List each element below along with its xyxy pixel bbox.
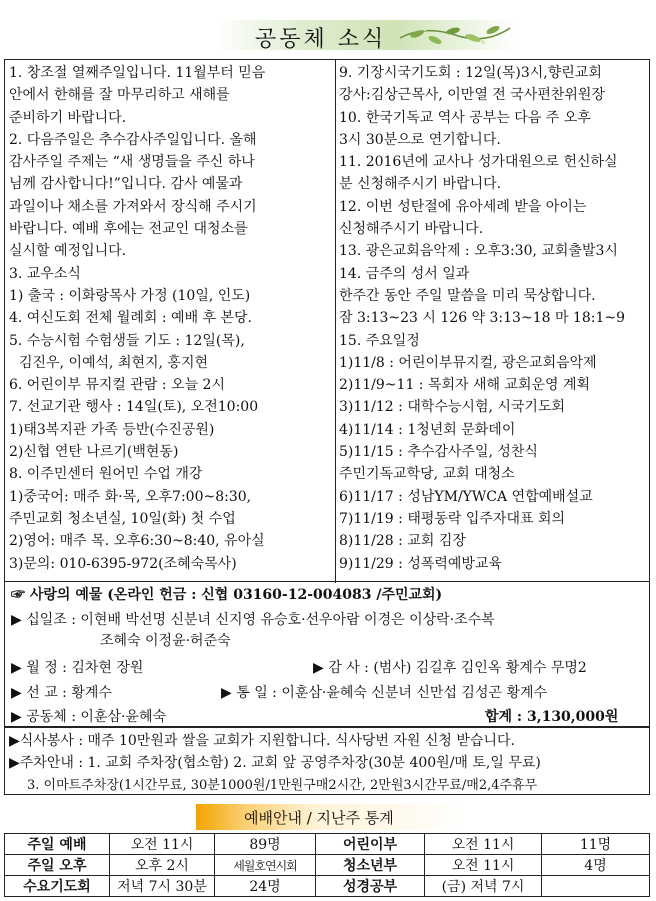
- news-line: 14. 금주의 성서 일과: [339, 265, 470, 282]
- news-line: 10. 한국기독교 역사 공부는 다음 주 오후: [339, 109, 591, 126]
- news-line: 12. 이번 성탄절에 유아세례 받을 아이는: [339, 198, 587, 215]
- news-box: [4, 59, 650, 582]
- leaf-decoration-icon: [395, 20, 515, 50]
- news-line: 주민기독교학당, 교회 대청소: [339, 466, 515, 483]
- offering-tithe-cont: 조혜숙 이정윤·허준숙: [100, 633, 231, 649]
- news-line: 강사:김상근목사, 이만열 전 국사편찬위원장: [339, 87, 605, 104]
- news-line: 2)신협 연탄 나르기(백현동): [9, 444, 179, 461]
- table-cell: 11명: [542, 834, 650, 855]
- newsletter-header: [215, 14, 515, 54]
- table-cell: 성경공부: [316, 876, 425, 897]
- table-cell: 24명: [215, 876, 316, 897]
- notice-section: [4, 727, 650, 795]
- news-line: 11. 2016년에 교사나 성가대원으로 헌신하실: [339, 154, 618, 171]
- news-line: 분 신청해주시기 바랍니다.: [339, 176, 502, 193]
- news-line: 1)태3복지관 가족 등반(수진공원): [9, 421, 215, 438]
- meal-service-notice: ▶식사봉사 : 매주 10만원과 쌀을 교회가 지원합니다. 식사당번 자원 신청 받습니다.: [9, 733, 515, 749]
- news-line: 과일이나 채소를 가져와서 장식해 주시기: [9, 198, 257, 215]
- news-line: 1. 창조절 열째주일입니다. 11월부터 믿음: [9, 65, 266, 81]
- offering-thanks: ▶ 감 사 : (범사) 김길후 김인옥 황계수 무명2: [313, 660, 587, 676]
- table-cell: 4명: [542, 855, 650, 876]
- table-row: [5, 855, 650, 876]
- offering-section: [4, 582, 650, 727]
- news-line: 5)11/15 : 추수감사주일, 성찬식: [339, 444, 538, 461]
- news-line: 주민교회 청소년실, 10일(화) 첫 수업: [9, 510, 236, 527]
- news-line: 안에서 한해를 잘 마무리하고 새해를: [9, 87, 230, 104]
- news-line: 잠 3:13~23 시 126 약 3:13~18 마 18:1~9: [339, 310, 626, 327]
- table-cell: 세월호연시회: [215, 855, 316, 876]
- worship-heading: 예배안내 / 지난주 통계: [244, 809, 394, 827]
- table-cell: 오전 11시: [425, 834, 542, 855]
- column-divider: [335, 60, 336, 583]
- news-line: 2)11/9~11 : 목회자 새해 교회운영 계획: [339, 377, 591, 394]
- offering-monthly: ▶ 월 정 : 김차현 장원: [11, 660, 144, 676]
- offering-heading: ☞ 사랑의 예물 (온라인 헌금 : 신협 03160-12-004083 /주민교회): [11, 587, 443, 603]
- parking-notice: ▶주차안내 : 1. 교회 주차장(협소함) 2. 교회 앞 공영주차장(30분 400원/매 토,일 무료): [9, 755, 541, 771]
- news-line: 신청해주시기 바랍니다.: [339, 221, 484, 238]
- news-line: 6. 어린이부 뮤지컬 관람 : 오늘 2시: [9, 377, 225, 394]
- table-cell: 오전 11시: [425, 855, 542, 876]
- news-line: 2. 다음주일은 추수감사주일입니다. 올해: [9, 131, 257, 148]
- table-cell: 어린이부: [316, 834, 425, 855]
- news-line: 3)11/12 : 대학수능시험, 시국기도회: [339, 399, 565, 416]
- news-line: 9. 기장시국기도회 : 12일(목)3시,향린교회: [339, 65, 602, 81]
- table-cell: 저녁 7시 30분: [110, 876, 215, 897]
- table-cell: 오후 2시: [110, 855, 215, 876]
- parking-notice-cont: 3. 이마트주차장(1시간무료, 30분1000원/1만원구매2시간, 2만원3시간무료/매2,4주휴무: [27, 778, 538, 793]
- news-line: 준비하기 바랍니다.: [9, 109, 127, 126]
- worship-header: [196, 802, 466, 830]
- table-row: [5, 876, 650, 897]
- table-row: [5, 834, 650, 855]
- news-line: 한주간 동안 주일 말씀을 미리 묵상합니다.: [339, 287, 596, 304]
- news-line: 4. 여신도회 전체 월례회 : 예배 후 본당.: [9, 310, 253, 327]
- news-line: 7. 선교기관 행사 : 14일(토), 오전10:00: [9, 399, 259, 416]
- offering-community: ▶ 공동체 : 이훈삼·윤혜숙: [11, 709, 166, 725]
- worship-table: [4, 833, 650, 897]
- news-line: 8. 이주민센터 원어민 수업 개강: [9, 466, 203, 483]
- offering-mission: ▶ 선 교 : 황계수: [11, 685, 112, 701]
- table-cell: 수요기도회: [5, 876, 110, 897]
- news-line: 3. 교우소식: [9, 265, 81, 282]
- news-line: 바랍니다. 예배 후에는 전교인 대청소를: [9, 221, 248, 238]
- news-line: 김진우, 이예석, 최현지, 홍지현: [19, 354, 208, 371]
- table-cell: 주일 오후: [5, 855, 110, 876]
- news-line: 2)영어: 매주 목. 오후6:30~8:40, 유아실: [9, 533, 265, 550]
- table-cell: 주일 예배: [5, 834, 110, 855]
- news-line: 1)중국어: 매주 화·목, 오후7:00~8:30,: [9, 488, 252, 505]
- news-line: 13. 광은교회음악제 : 오후3:30, 교회출발3시: [339, 243, 618, 260]
- news-line: 15. 주요일정: [339, 332, 420, 349]
- news-line: 6)11/17 : 성남YM/YWCA 연합예배설교: [339, 488, 593, 505]
- news-line: 3시 30분으로 연기합니다.: [339, 131, 501, 148]
- table-cell: [542, 876, 650, 897]
- news-line: 7)11/19 : 태평동락 입주자대표 회의: [339, 510, 565, 527]
- news-line: 3)문의: 010-6395-972(조혜숙목사): [9, 555, 237, 572]
- left-news-column: [9, 62, 331, 575]
- news-line: 1)11/8 : 어린이부뮤지컬, 광은교회음악제: [339, 354, 597, 371]
- news-line: 1) 출국 : 이화랑목사 가정 (10일, 인도): [9, 287, 251, 304]
- news-line: 님께 감사합니다!”입니다. 감사 예물과: [9, 176, 243, 193]
- table-cell: 89명: [215, 834, 316, 855]
- news-line: 실시할 예정입니다.: [9, 243, 127, 260]
- offering-tithe: ▶ 십일조 : 이현배 박선명 신분녀 신지영 유승호·선우아람 이경은 이상락·조수복: [11, 612, 495, 628]
- offering-unity: ▶ 통 일 : 이훈삼·윤혜숙 신분녀 신만섭 김성곤 황계수: [221, 685, 548, 701]
- news-line: 5. 수능시험 수험생들 기도 : 12일(목),: [9, 332, 245, 349]
- right-news-column: [339, 62, 649, 575]
- news-line: 8)11/28 : 교회 김장: [339, 533, 466, 550]
- page-title: 공동체 소식: [255, 27, 387, 52]
- table-cell: (금) 저녁 7시: [425, 876, 542, 897]
- news-line: 9)11/29 : 성폭력예방교육: [339, 555, 502, 572]
- table-cell: 청소년부: [316, 855, 425, 876]
- table-cell: 오전 11시: [110, 834, 215, 855]
- news-line: 4)11/14 : 1청년회 문화데이: [339, 421, 516, 438]
- offering-total: 합계 : 3,130,000원: [485, 709, 619, 725]
- news-line: 감사주일 주제는 “새 생명들을 주신 하나: [9, 154, 255, 171]
